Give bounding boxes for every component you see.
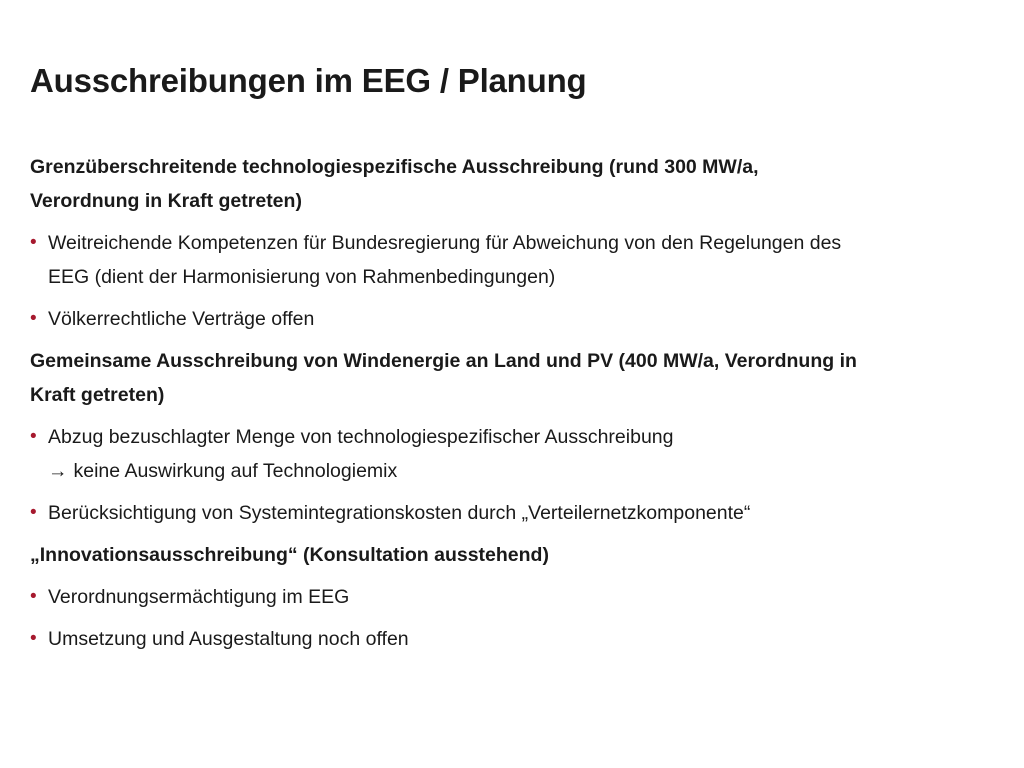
bullet-text: Abzug bezuschlagter Menge von technologiespezifischer Ausschreibung bbox=[48, 426, 674, 448]
bullet-text: Umsetzung und Ausgestaltung noch offen bbox=[48, 628, 409, 650]
list-item bbox=[30, 420, 1005, 488]
heading-line: „Innovationsausschreibung“ (Konsultation ausstehend) bbox=[30, 544, 549, 566]
bullet-text: Verordnungsermächtigung im EEG bbox=[48, 586, 350, 608]
bullet-dot-icon: • bbox=[30, 586, 37, 607]
bullet-dot-icon: • bbox=[30, 628, 37, 649]
section-cross-border-tender bbox=[30, 150, 1005, 336]
list-item bbox=[30, 622, 1005, 656]
bullet-list bbox=[30, 420, 1005, 530]
bullet-dot-icon: • bbox=[30, 232, 37, 253]
heading-line: Grenzüberschreitende technologiespezifische Ausschreibung (rund 300 MW/a, bbox=[30, 156, 759, 178]
list-item bbox=[30, 302, 1005, 336]
section-heading bbox=[30, 344, 1005, 412]
bullet-dot-icon: • bbox=[30, 426, 37, 447]
section-innovation-tender bbox=[30, 538, 1005, 656]
bullet-list bbox=[30, 580, 1005, 656]
heading-line: Gemeinsame Ausschreibung von Windenergie an Land und PV (400 MW/a, Verordnung in bbox=[30, 350, 857, 372]
bullet-text: Weitreichende Kompetenzen für Bundesregierung für Abweichung von den Regelungen des bbox=[48, 232, 842, 254]
bullet-text: EEG (dient der Harmonisierung von Rahmenbedingungen) bbox=[48, 266, 556, 288]
bullet-text: Völkerrechtliche Verträge offen bbox=[48, 308, 315, 330]
slide-title: Ausschreibungen im EEG / Planung bbox=[30, 62, 587, 99]
heading-line: Verordnung in Kraft getreten) bbox=[30, 190, 302, 212]
section-joint-tender bbox=[30, 344, 1005, 530]
section-heading bbox=[30, 538, 1005, 572]
bullet-list bbox=[30, 226, 1005, 336]
bullet-dot-icon: • bbox=[30, 502, 37, 523]
bullet-text: Berücksichtigung von Systemintegrationskosten durch „Verteilernetzkomponente“ bbox=[48, 502, 751, 524]
list-item bbox=[30, 496, 1005, 530]
heading-line: Kraft getreten) bbox=[30, 384, 165, 406]
slide-content bbox=[30, 150, 1005, 664]
arrow-right-icon: → bbox=[48, 460, 68, 482]
list-item bbox=[30, 580, 1005, 614]
section-heading bbox=[30, 150, 1005, 218]
bullet-subline bbox=[48, 454, 1005, 488]
list-item bbox=[30, 226, 1005, 294]
bullet-text: keine Auswirkung auf Technologiemix bbox=[73, 460, 398, 482]
bullet-dot-icon: • bbox=[30, 308, 37, 329]
